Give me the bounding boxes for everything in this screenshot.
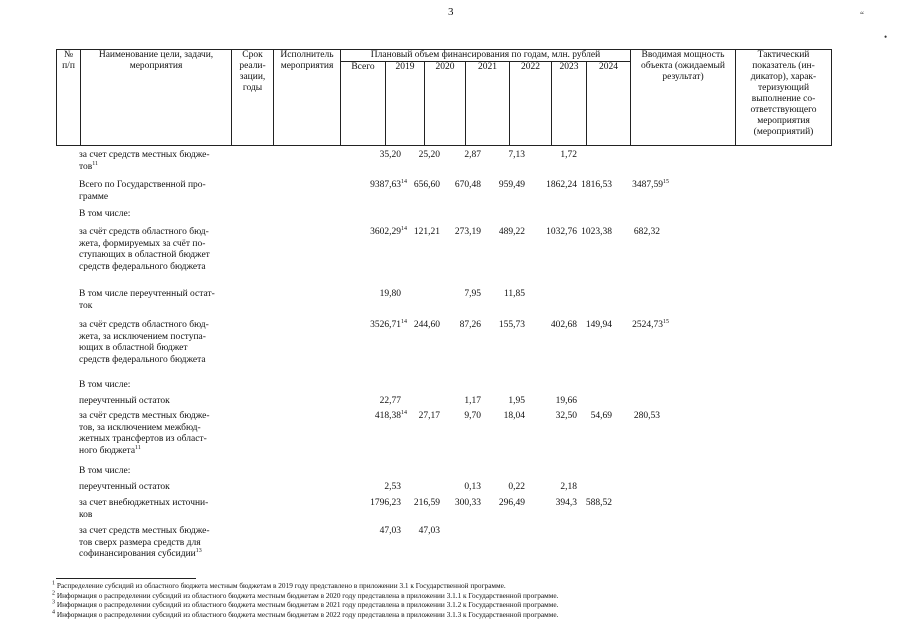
row-label: жета, за исключением поступа-: [79, 331, 206, 342]
value-cell: 2,53: [384, 482, 401, 492]
value-cell: 19,80: [379, 289, 401, 299]
footnote-ref: 14: [401, 225, 407, 232]
header-indicator: Тактический показатель (ин- дикатор), харак- теризующий выполнение со- ответствующего мероприятия (мероприятий): [736, 50, 832, 146]
row-label: за счет средств местных бюдже-: [79, 526, 210, 536]
row-label: В том числе:: [79, 466, 131, 476]
row-label: ков: [79, 509, 93, 520]
value-cell: 2524,73$^{15}$: [632, 318, 669, 330]
footnote: $^1$ Распределение субсидий из областного бюджета местным бюджетам в 2019 году представлено в приложении 3.1 к Государственной программе.: [52, 580, 506, 590]
footnote-number: 1: [52, 580, 55, 587]
value-cell: 155,73: [498, 320, 525, 330]
value-cell: 9387,63$^{14}$: [370, 178, 407, 190]
corner-mark: “: [860, 10, 864, 20]
footnote-ref: 14: [401, 318, 407, 325]
footnote-divider: [56, 578, 196, 579]
footnote-ref: 11: [135, 444, 141, 451]
value-cell: 244,60: [413, 320, 440, 330]
header-year: 2020: [425, 62, 466, 146]
row-label: софинансирования субсидии$^{13}$: [79, 547, 202, 559]
value-cell: 489,22: [498, 227, 525, 237]
row-label: за счет средств местных бюдже-: [79, 150, 210, 160]
value-cell: 11,85: [503, 289, 525, 299]
header-year: 2022: [510, 62, 552, 146]
footnote-ref: 11: [92, 160, 99, 167]
header-year: 2019: [386, 62, 425, 146]
value-cell: 588,52: [585, 498, 612, 508]
value-cell: 656,60: [413, 180, 440, 190]
row-label: ющих в областной бюджет: [79, 343, 188, 353]
value-cell: 2,18: [560, 482, 577, 492]
value-cell: 32,50: [555, 411, 577, 421]
value-cell: 280,53: [633, 411, 660, 421]
value-cell: 25,20: [418, 150, 440, 160]
footnote-ref: 14: [401, 178, 407, 185]
value-cell: 3526,71$^{14}$: [370, 318, 407, 330]
value-cell: 19,66: [555, 396, 577, 406]
footnote-ref: 15: [663, 318, 669, 325]
value-cell: 22,77: [379, 396, 401, 406]
header-year: 2024: [587, 62, 631, 146]
value-cell: 121,21: [413, 227, 440, 237]
value-cell: 1032,76: [546, 227, 577, 237]
row-label: тов сверх размера средств для: [79, 537, 201, 548]
header-term: Срок реали- зации, годы: [232, 50, 274, 146]
header-year: 2023: [552, 62, 587, 146]
row-label: тов$^{11}$: [79, 160, 99, 172]
value-cell: 3487,59$^{15}$: [632, 178, 669, 190]
value-cell: 87,26: [459, 320, 481, 330]
footnote-number: 2: [52, 590, 55, 597]
row-label: В том числе переучтенный остат-: [79, 289, 215, 299]
row-label: грамме: [79, 191, 109, 202]
value-cell: 0,22: [508, 482, 525, 492]
corner-mark: •: [884, 32, 888, 42]
header-name: Наименование цели, задачи, мероприятия: [81, 50, 232, 146]
footnote: $^4$ Информация о распределении субсидий из областного бюджета местным бюджетам в 2022 году представлена в приложении 3.1.3 к Государственной программе.: [52, 609, 559, 619]
value-cell: 300,33: [454, 498, 481, 508]
row-label: за счёт средств местных бюдже-: [79, 411, 210, 421]
header-year: 2021: [466, 62, 510, 146]
value-cell: 1023,38: [581, 227, 612, 237]
value-cell: 0,13: [464, 482, 481, 492]
value-cell: 216,59: [413, 498, 440, 508]
row-label: В том числе:: [79, 209, 131, 219]
header-plan: Плановый объем финансирования по годам, млн. рублей: [341, 50, 631, 62]
value-cell: 54,69: [590, 411, 612, 421]
footnote-number: 4: [52, 609, 55, 616]
value-cell: 959,49: [498, 180, 525, 190]
value-cell: 18,04: [503, 411, 525, 421]
value-cell: 394,3: [555, 498, 577, 508]
value-cell: 1,17: [464, 396, 481, 406]
row-label: переучтенный остаток: [79, 482, 170, 492]
value-cell: 273,19: [454, 227, 481, 237]
row-label: ступающих в областной бюджет: [79, 250, 210, 260]
value-cell: 1,72: [560, 150, 577, 160]
value-cell: 47,03: [418, 526, 440, 536]
value-cell: 682,32: [633, 227, 660, 237]
row-label: В том числе:: [79, 380, 131, 390]
row-label: ток: [79, 300, 93, 311]
value-cell: 402,68: [550, 320, 577, 330]
value-cell: 7,13: [508, 150, 525, 160]
row-label: средств федерального бюджета: [79, 261, 206, 272]
row-label: жета, формируемых за счёт по-: [79, 238, 206, 249]
row-label: ного бюджета$^{11}$: [79, 444, 141, 456]
header-executor: Исполнитель мероприятия: [274, 50, 341, 146]
row-label: жетных трансфертов из област-: [79, 434, 207, 444]
value-cell: 1862,24: [546, 180, 577, 190]
footnote-ref: 15: [663, 178, 669, 185]
header-capacity: Вводимая мощность объекта (ожидаемый результат): [631, 50, 736, 146]
row-label: средств федерального бюджета: [79, 354, 206, 365]
footnote-number: 3: [52, 599, 55, 606]
footnote: $^3$ Информация о распределении субсидий из областного бюджета местным бюджетам в 2021 году представлена в приложении 3.1.2 к Государственной программе.: [52, 599, 559, 609]
page-number: 3: [448, 6, 454, 18]
header-num: № п/п: [57, 50, 81, 146]
value-cell: 670,48: [454, 180, 481, 190]
value-cell: 418,38$^{14}$: [374, 409, 407, 421]
row-label: за счёт средств областного бюд-: [79, 320, 209, 330]
footnote: $^2$ Информация о распределении субсидий из областного бюджета местным бюджетам в 2020 году представлена в приложении 3.1.1 к Государственной программе.: [52, 590, 559, 600]
value-cell: 9,70: [464, 411, 481, 421]
value-cell: 27,17: [418, 411, 440, 421]
header-year-total: Всего: [341, 62, 386, 146]
value-cell: 47,03: [379, 526, 401, 536]
footnote-ref: 13: [195, 547, 202, 554]
row-label: за счет внебюджетных источни-: [79, 498, 209, 508]
footnote-ref: 14: [401, 409, 407, 416]
value-cell: 3602,29$^{14}$: [370, 225, 407, 237]
value-cell: 1,95: [508, 396, 525, 406]
value-cell: 35,20: [379, 150, 401, 160]
value-cell: 7,95: [464, 289, 481, 299]
row-label: переучтенный остаток: [79, 396, 170, 406]
row-label: тов, за исключением межбюд-: [79, 422, 201, 433]
row-label: за счёт средств областного бюд-: [79, 227, 209, 237]
value-cell: 149,94: [585, 320, 612, 330]
row-label: Всего по Государственной про-: [79, 180, 206, 190]
value-cell: 296,49: [498, 498, 525, 508]
value-cell: 1816,53: [581, 180, 612, 190]
value-cell: 2,87: [464, 150, 481, 160]
value-cell: 1796,23: [370, 498, 401, 508]
